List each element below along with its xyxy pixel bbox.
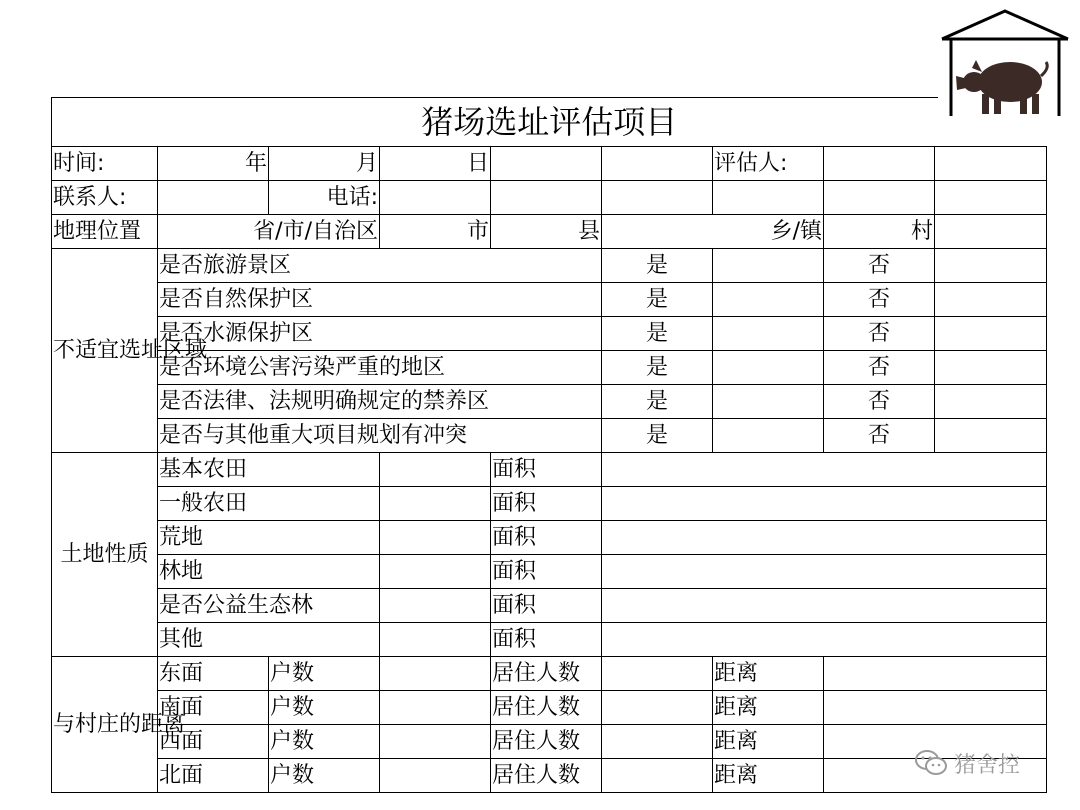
wechat-icon — [914, 749, 948, 777]
unsuitable-item: 是否法律、法规明确规定的禁养区 — [158, 385, 602, 419]
pig-house-logo — [938, 8, 1072, 118]
no-check-cell[interactable] — [935, 249, 1047, 283]
pig-house-icon — [938, 8, 1072, 118]
households-value-cell[interactable] — [380, 691, 491, 725]
no-check-cell[interactable] — [935, 385, 1047, 419]
households-value-cell[interactable] — [380, 759, 491, 793]
location-blank-cell[interactable] — [935, 215, 1047, 249]
residents-value-cell[interactable] — [602, 759, 713, 793]
area-label: 面积 — [491, 521, 602, 555]
land-type: 基本农田 — [158, 453, 380, 487]
land-value-cell[interactable] — [380, 555, 491, 589]
phone-value-cell[interactable] — [380, 181, 491, 215]
distance-value-cell[interactable] — [824, 691, 1047, 725]
area-value-cell[interactable] — [602, 589, 1047, 623]
households-label: 户数 — [269, 691, 380, 725]
households-value-cell[interactable] — [380, 657, 491, 691]
residents-label: 居住人数 — [491, 725, 602, 759]
land-type: 是否公益生态林 — [158, 589, 380, 623]
area-value-cell[interactable] — [602, 623, 1047, 657]
no-check-cell[interactable] — [935, 351, 1047, 385]
province-label: 省/市/自治区 — [158, 215, 380, 249]
time-blank-cell[interactable] — [602, 147, 713, 181]
residents-value-cell[interactable] — [602, 657, 713, 691]
area-value-cell[interactable] — [602, 453, 1047, 487]
contact-label: 联系人: — [52, 181, 158, 215]
contact-blank-cell[interactable] — [713, 181, 824, 215]
location-row — [52, 215, 1047, 249]
yes-check-cell[interactable] — [713, 317, 824, 351]
land-row — [52, 589, 1047, 623]
form-title: 猪场选址评估项目 — [52, 98, 1047, 147]
yes-check-cell[interactable] — [713, 283, 824, 317]
yes-label: 是 — [602, 385, 713, 419]
residents-label: 居住人数 — [491, 657, 602, 691]
direction-label: 西面 — [158, 725, 269, 759]
households-label: 户数 — [269, 657, 380, 691]
area-value-cell[interactable] — [602, 521, 1047, 555]
village-row — [52, 691, 1047, 725]
no-label: 否 — [824, 419, 935, 453]
area-label: 面积 — [491, 589, 602, 623]
land-type: 荒地 — [158, 521, 380, 555]
residents-value-cell[interactable] — [602, 725, 713, 759]
contact-blank-cell[interactable] — [824, 181, 935, 215]
yes-label: 是 — [602, 351, 713, 385]
no-label: 否 — [824, 317, 935, 351]
location-label: 地理位置 — [52, 215, 158, 249]
unsuitable-item: 是否水源保护区 — [158, 317, 602, 351]
no-label: 否 — [824, 283, 935, 317]
phone-value-cell[interactable] — [491, 181, 602, 215]
county-label: 县 — [491, 215, 602, 249]
contact-blank-cell[interactable] — [935, 181, 1047, 215]
no-label: 否 — [824, 249, 935, 283]
residents-label: 居住人数 — [491, 759, 602, 793]
phone-label: 电话: — [269, 181, 380, 215]
no-check-cell[interactable] — [935, 419, 1047, 453]
land-type: 林地 — [158, 555, 380, 589]
direction-label: 南面 — [158, 691, 269, 725]
area-label: 面积 — [491, 555, 602, 589]
yes-label: 是 — [602, 283, 713, 317]
year-label: 年 — [158, 147, 269, 181]
unsuitable-row — [52, 385, 1047, 419]
land-value-cell[interactable] — [380, 623, 491, 657]
area-label: 面积 — [491, 453, 602, 487]
no-label: 否 — [824, 351, 935, 385]
land-type: 其他 — [158, 623, 380, 657]
residents-value-cell[interactable] — [602, 691, 713, 725]
yes-check-cell[interactable] — [713, 351, 824, 385]
no-check-cell[interactable] — [935, 283, 1047, 317]
land-row — [52, 453, 1047, 487]
contact-blank-cell[interactable] — [602, 181, 713, 215]
day-label: 日 — [380, 147, 491, 181]
distance-label: 距离 — [713, 691, 824, 725]
watermark-text: 猪舍控 — [954, 752, 1021, 778]
month-label: 月 — [269, 147, 380, 181]
title-row — [52, 98, 1047, 147]
village-row — [52, 759, 1047, 793]
residents-label: 居住人数 — [491, 691, 602, 725]
yes-label: 是 — [602, 419, 713, 453]
direction-label: 东面 — [158, 657, 269, 691]
distance-label: 距离 — [713, 759, 824, 793]
land-row — [52, 487, 1047, 521]
yes-check-cell[interactable] — [713, 419, 824, 453]
village-label: 村 — [824, 215, 935, 249]
contact-row — [52, 181, 1047, 215]
unsuitable-item: 是否环境公害污染严重的地区 — [158, 351, 602, 385]
land-value-cell[interactable] — [380, 589, 491, 623]
area-value-cell[interactable] — [602, 555, 1047, 589]
land-row — [52, 555, 1047, 589]
city-label: 市 — [380, 215, 491, 249]
land-row — [52, 521, 1047, 555]
land-value-cell[interactable] — [380, 453, 491, 487]
assessor-value-cell[interactable] — [824, 147, 935, 181]
yes-label: 是 — [602, 249, 713, 283]
time-label: 时间: — [52, 147, 158, 181]
yes-label: 是 — [602, 317, 713, 351]
contact-value-cell[interactable] — [158, 181, 269, 215]
unsuitable-row — [52, 283, 1047, 317]
village-row — [52, 657, 1047, 691]
site-assessment-form — [51, 97, 1047, 793]
unsuitable-item: 是否旅游景区 — [158, 249, 602, 283]
distance-label: 距离 — [713, 725, 824, 759]
village-section-label: 与村庄的距离 — [52, 657, 158, 793]
no-check-cell[interactable] — [935, 317, 1047, 351]
households-label: 户数 — [269, 759, 380, 793]
unsuitable-row — [52, 419, 1047, 453]
yes-check-cell[interactable] — [713, 249, 824, 283]
unsuitable-row — [52, 249, 1047, 283]
unsuitable-item: 是否自然保护区 — [158, 283, 602, 317]
unsuitable-item: 是否与其他重大项目规划有冲突 — [158, 419, 602, 453]
no-label: 否 — [824, 385, 935, 419]
area-value-cell[interactable] — [602, 487, 1047, 521]
area-label: 面积 — [491, 623, 602, 657]
area-label: 面积 — [491, 487, 602, 521]
land-type: 一般农田 — [158, 487, 380, 521]
land-value-cell[interactable] — [380, 487, 491, 521]
households-value-cell[interactable] — [380, 725, 491, 759]
yes-check-cell[interactable] — [713, 385, 824, 419]
village-row — [52, 725, 1047, 759]
assessor-extra-cell[interactable] — [935, 147, 1047, 181]
land-section-label: 土地性质 — [52, 453, 158, 657]
unsuitable-row — [52, 351, 1047, 385]
land-value-cell[interactable] — [380, 521, 491, 555]
assessor-label: 评估人: — [713, 147, 824, 181]
distance-value-cell[interactable] — [824, 657, 1047, 691]
time-blank-cell[interactable] — [491, 147, 602, 181]
distance-label: 距离 — [713, 657, 824, 691]
land-row — [52, 623, 1047, 657]
time-row — [52, 147, 1047, 181]
unsuitable-section-label: 不适宜选址区域 — [52, 249, 158, 453]
watermark — [914, 748, 1020, 778]
unsuitable-row — [52, 317, 1047, 351]
direction-label: 北面 — [158, 759, 269, 793]
township-label: 乡/镇 — [602, 215, 824, 249]
households-label: 户数 — [269, 725, 380, 759]
